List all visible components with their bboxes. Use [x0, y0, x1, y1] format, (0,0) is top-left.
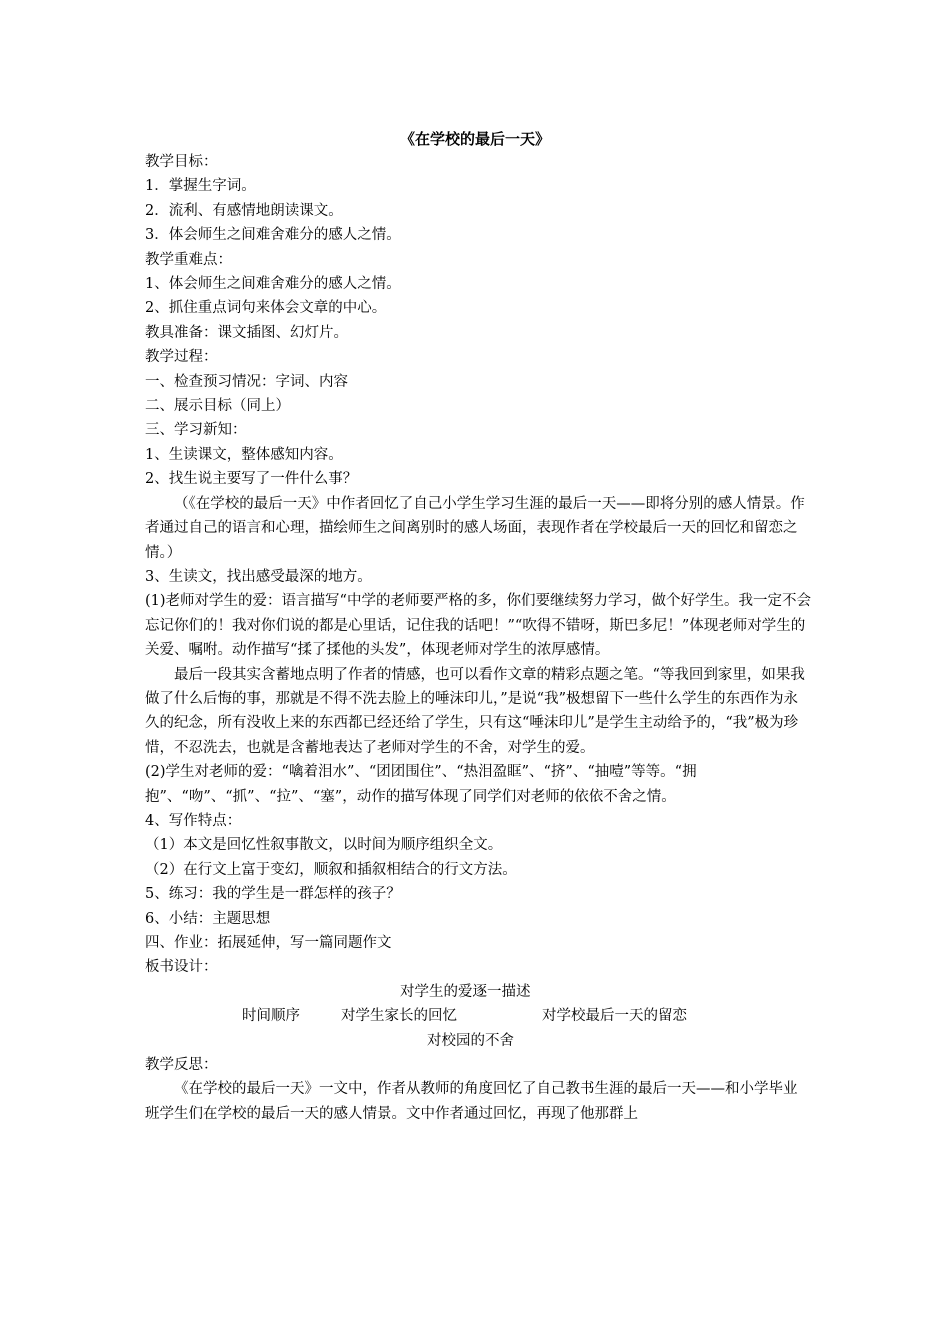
document-title: 《在学校的最后一天》: [399, 130, 550, 148]
text-line: 5、练习：我的学生是一群怎样的孩子？: [145, 886, 401, 903]
text-line: 四、作业：拓展延伸，写一篇同题作文: [145, 935, 392, 951]
board-bottom: 对校园的不舍: [427, 1032, 514, 1049]
text-line: 教具准备：课文插图、幻灯片。: [145, 324, 348, 341]
document-body: [145, 150, 811, 1126]
text-line: （2）在行文上富于变幻，顺叙和插叙相结合的行文方法。: [145, 861, 517, 878]
board-top: 对学生的爱逐一描述: [400, 983, 531, 1000]
text-line: 1、体会师生之间难舍难分的感人之情。: [145, 276, 401, 293]
blackboard-design: [145, 980, 811, 1053]
text-line: 6、小结：主题思想: [145, 910, 271, 927]
text-line: 2、抓住重点词句来体会文章的中心。: [145, 300, 387, 317]
text-line: 二、展示目标（同上）: [145, 398, 290, 415]
reflection-label: 教学反思：: [145, 1056, 218, 1073]
paragraph-student-love: (2)学生对老师的爱：“噙着泪水”、“团团围住”、“热泪盈眶”、“挤”、“抽噎”等等。“拥抱”、“吻”、“抓”、“拉”、“塞”，动作的描写体现了同学们对老师的依依不舍之情。: [145, 764, 697, 805]
text-line: 2、找生说主要写了一件什么事？: [145, 471, 358, 488]
board-right: 对学校最后一天的留恋: [542, 1008, 687, 1025]
text-line: 三、学习新知：: [145, 422, 247, 439]
text-line: 一、检查预习情况：字词、内容: [145, 373, 348, 390]
text-line: 1．掌握生字词。: [145, 178, 256, 195]
paragraph-summary: （《在学校的最后一天》中作者回忆了自己小学生学习生涯的最后一天——即将分别的感人情景。作者通过自己的语言和心理，描绘师生之间离别时的感人场面，表现作者在学校最后一天的回忆和留恋之情。）: [145, 495, 805, 561]
text-line: 4、写作特点：: [145, 812, 242, 829]
text-line: 教学目标：: [145, 154, 218, 170]
text-line: 板书设计：: [145, 959, 218, 976]
paragraph-last-section: 最后一段其实含蓄地点明了作者的情感，也可以看作文章的精彩点题之笔。“等我回到家里，如果我做了什么后悔的事，那就是不得不洗去脸上的唾沫印儿，”是说“我”极想留下一些什么学生的东西作为永久的纪念，所有没收上来的东西都已经还给了学生，只有这“唾沫印儿”是学生主动给予的，“我”极为珍惜，不忍洗去，也就是含蓄地表达了老师对学生的不舍，对学生的爱。: [145, 666, 805, 756]
text-line: 3、生读文，找出感受最深的地方。: [145, 568, 372, 585]
text-line: 教学重难点：: [145, 251, 232, 268]
paragraph-reflection: 《在学校的最后一天》一文中，作者从教师的角度回忆了自己教书生涯的最后一天——和小学毕业班学生们在学校的最后一天的感人情景。文中作者通过回忆，再现了他那群上: [145, 1081, 798, 1122]
text-line: （1）本文是回忆性叙事散文，以时间为顺序组织全文。: [145, 837, 503, 854]
board-left: 时间顺序: [242, 1008, 300, 1025]
paragraph-teacher-love: (1)老师对学生的爱：语言描写“中学的老师要严格的多，你们要继续努力学习，做个好学生。我一定不会忘记你们的！我对你们说的都是心里话，记住我的话吧！”“吹得不错呀，斯巴多尼！”体现老师对学生的关爱、嘱咐。动作描写“揉了揉他的头发”，体现老师对学生的浓厚感情。: [145, 593, 811, 659]
text-line: 3．体会师生之间难舍难分的感人之情。: [145, 227, 401, 244]
text-line: 教学过程：: [145, 349, 218, 366]
text-line: 2．流利、有感情地朗读课文。: [145, 202, 343, 219]
text-line: 1、生读课文，整体感知内容。: [145, 446, 343, 463]
board-middle: 对学生家长的回忆: [341, 1008, 457, 1025]
